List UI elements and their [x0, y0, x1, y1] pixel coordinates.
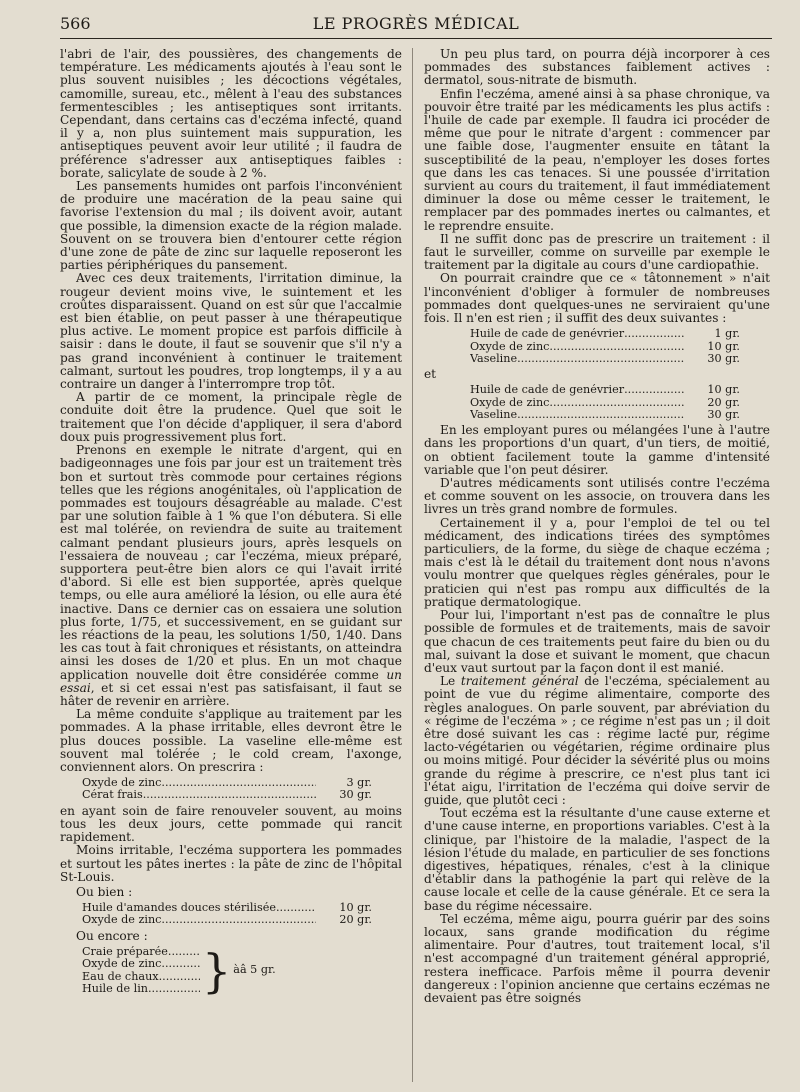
ingredient-quantity: 30 gr.	[707, 408, 740, 421]
ingredient-quantity: àâ 5 gr.	[233, 963, 276, 977]
formula-row	[470, 409, 740, 421]
right-column	[424, 48, 770, 1086]
page-number: 566	[60, 14, 91, 33]
ingredient-quantity: 10 gr.	[707, 340, 740, 353]
paragraph: Enfin l'eczéma, amené ainsi à sa phase chronique, va pouvoir être traité par les médicaments les plus actifs : l'huile de cade par exemple. Il faudra ici procéder de même que pour le nitrate d'argent : commencer par une faible dose, l'augmenter ensuite en tâtant la susceptibilité de la peau, n'employer les doses fortes que dans les cas tenaces. Si une poussée d'irritation survient au cours du traitement, il faut immédiatement diminuer la dose ou même cesser le traitement, le remplacer par des pommades inertes ou calmantes, et le reprendre ensuite.	[424, 86, 770, 233]
formula-row	[82, 983, 200, 995]
ingredient-quantity: 20 gr.	[339, 914, 372, 927]
formula-row	[82, 971, 200, 983]
ingredient-quantity: 3 gr.	[346, 777, 372, 790]
paragraph: A partir de ce moment, la principale règle de conduite doit être la prudence. Quel que soit le traitement que l'on décide d'appliquer, il sera d'abord doux puis progressivement plus fort.	[60, 390, 402, 444]
text-run: de l'eczéma, spécialement au point de vue du régime alimentaire, comporte des règles analogues. On parle souvent, par abréviation du « régime de l'eczéma » ; ce régime n'est pas un ; il doit être dosé suivant les cas : régime lacté pur, régime lacto-végétarien ou végétarien, régime ordinaire plus ou moins mitigé. Pour décider la sévérité plus ou moins grande du régime à prescrire, ce n'est plus tant ici l'état aigu, l'irritation de l'eczéma qui doive servir de guide, que plutôt ceci :	[424, 674, 770, 807]
page-header	[60, 12, 772, 39]
ingredient-quantity: 20 gr.	[707, 396, 740, 409]
ingredient-name: Huile de cade de genévrier	[470, 384, 625, 397]
paragraph: D'autres médicaments sont utilisés contre l'eczéma et comme souvent on les associe, on trouvera dans les livres un très grand nombre de formules.	[424, 476, 770, 517]
ingredient-list	[82, 946, 200, 995]
ingredient-name: Cérat frais	[82, 789, 143, 802]
ingredient-name: Oxyde de zinc	[470, 340, 550, 353]
formula-row	[82, 902, 372, 914]
ingredient-name: Huile d'amandes douces stérilisée	[82, 902, 276, 915]
ingredient-name: Oxyde de zinc	[82, 958, 162, 971]
paragraph	[60, 444, 402, 708]
formula-row	[470, 341, 740, 353]
text-run: Prenons en exemple le nitrate d'argent, qui en badigeonnages une fois par jour est un traitement très bon et surtout très commode pour certaines régions telles que les régions anogénitales, où l'application de pommades est toujours désagréable au malade. C'est par une solution faible à 1 % que l'on débutera. Si elle est mal tolérée, on reviendra de suite au traitement calmant pendant plusieurs jours, après lesquels on l'essaiera de nouveau ; car l'eczéma, mieux préparé, supportera peut-être bien alors ce qui l'avait irrité d'abord. Si elle est bien supportée, après quelque temps, ou elle aura amélioré la lésion, ou elle aura été inactive. Dans ce dernier cas on essaiera une solution plus forte, 1/75, et successivement, en se guidant sur les réactions de la peau, les solutions 1/50, 1/40. Dans les cas tout à fait chroniques et résistants, on atteindra ainsi les doses de 1/20 et plus. En un mot chaque application nouvelle doit être considérée comme	[60, 443, 402, 682]
formula-row	[470, 353, 740, 365]
italic-text: un essai	[60, 667, 402, 695]
column-divider	[412, 48, 413, 1082]
text-run: , et si cet essai n'est pas satisfaisant, il faut se hâter de revenir en arrière.	[60, 680, 402, 708]
ingredient-quantity: 10 gr.	[339, 902, 372, 915]
prescription-formula	[82, 777, 372, 802]
left-column	[60, 48, 402, 1086]
paragraph: Un peu plus tard, on pourra déjà incorporer à ces pommades des substances faiblement actives : dermatol, sous-nitrate de bismuth.	[424, 48, 770, 88]
formula-row	[82, 958, 200, 970]
ingredient-name: Vaseline	[470, 408, 518, 421]
ingredient-name: Oxyde de zinc	[82, 914, 162, 927]
paragraph: Tel eczéma, même aigu, pourra guérir par des soins locaux, sans grande modification du régime alimentaire. Pour d'autres, tout traitement local, s'il n'est accompagné d'un traitement général approprié, restera inefficace. Parfois même il pourra devenir dangereux : l'opinion ancienne que certains eczémas ne devaient pas être soignés	[424, 911, 770, 1005]
paragraph: On pourrait craindre que ce « tâtonnement » n'ait l'inconvénient d'obliger à formuler de nombreuses pommades dont quelques-unes ne serviraient qu'une fois. Il n'en est rien ; il suffit des deux suivantes :	[424, 271, 770, 326]
prescription-formula	[470, 328, 740, 365]
formula-row	[82, 789, 372, 801]
ingredient-name: Oxyde de zinc	[470, 396, 550, 409]
formula-label: Ou encore :	[76, 928, 148, 943]
ingredient-name: Vaseline	[470, 352, 518, 365]
text-run: Le	[440, 674, 461, 689]
paragraph: Moins irritable, l'eczéma supportera les pommades et surtout les pâtes inertes : la pâte de zinc de l'hôpital St-Louis.	[60, 843, 402, 884]
formula-row	[82, 914, 372, 926]
ingredient-name: Craie préparée	[82, 945, 168, 958]
ingredient-quantity: 30 gr.	[707, 352, 740, 365]
formula-label: Ou bien :	[76, 884, 133, 899]
paragraph: en ayant soin de faire renouveler souvent, au moins tous les deux jours, cette pommade qui rancit rapidement.	[60, 803, 402, 845]
formula-row	[82, 946, 200, 958]
prescription-formula-grouped	[82, 943, 402, 998]
paragraph	[424, 675, 770, 807]
formula-row	[470, 328, 740, 340]
brace-glyph: }	[202, 943, 232, 998]
paragraph: Certainement il y a, pour l'emploi de tel ou tel médicament, des indications tirées des symptômes particuliers, de la forme, du siège de chaque eczéma ; mais c'est là le détail du traitement dont nous n'avons voulu montrer que quelques règles générales, pour le praticien qui n'est pas rompu aux difficultés de la pratique dermatologique.	[424, 515, 770, 609]
conjunction: et	[424, 367, 437, 382]
italic-text: traitement général	[460, 674, 579, 689]
paragraph: Pour lui, l'important n'est pas de connaître le plus possible de formules et de traitements, mais de savoir que chacun de ces traitements peut faire du bien ou du mal, suivant la dose et suivant le moment, que chacun d'eux vaut surtout par la façon dont il est manié.	[424, 608, 770, 675]
paragraph: Avec ces deux traitements, l'irritation diminue, la rougeur devient moins vive, le suintement et les croûtes disparaissent. Quand on est sûr que l'accalmie est bien établie, on peut passer à une thérapeutique plus active. Le moment propice est parfois difficile à saisir : dans le doute, il faut se souvenir que s'il n'y a pas grand inconvénient à continuer le traitement calmant, surtout les poudres, trop longtemps, il y a au contraire un danger à l'interrompre trop tôt.	[60, 271, 402, 392]
paragraph: Tout eczéma est la résultante d'une cause externe et d'une cause interne, en proportions variables. C'est à la clinique, par l'histoire de la maladie, l'aspect de la lésion l'étude du malade, en particulier de ses fonctions digestives, hépatiques, rénales, c'est à la clinique d'établir dans la pathogénie la part qui relève de la cause locale et celle de la cause générale. Et ce sera la base du régime nécessaire.	[424, 806, 770, 913]
ingredient-name: Oxyde de zinc	[82, 777, 162, 790]
ingredient-quantity: 30 gr.	[339, 789, 372, 802]
formula-row	[82, 777, 372, 789]
formula-row	[470, 397, 740, 409]
paragraph: La même conduite s'applique au traitement par les pommades. A la phase irritable, elles devront être le plus douces possible. La vaseline elle-même est souvent mal tolérée ; le cold cream, l'axonge, conviennent alors. On prescrira :	[60, 707, 402, 774]
prescription-formula	[470, 384, 740, 421]
ingredient-name: Huile de cade de genévrier	[470, 328, 625, 341]
ingredient-quantity: 10 gr.	[707, 384, 740, 397]
prescription-formula	[82, 902, 372, 927]
journal-title: LE PROGRÈS MÉDICAL	[312, 14, 520, 33]
paragraph: Il ne suffit donc pas de prescrire un traitement : il faut le surveiller, comme on surveille par exemple le traitement par la digitale au cours d'une cardiopathie.	[424, 231, 770, 273]
paragraph: En les employant pures ou mélangées l'une à l'autre dans les proportions d'un quart, d'un tiers, de moitié, on obtient facilement toute la gamme d'intensité variable que l'on peut désirer.	[424, 423, 770, 477]
ingredient-name: Huile de lin	[82, 982, 148, 995]
paragraph: Les pansements humides ont parfois l'inconvénient de produire une macération de la peau saine qui favorise l'extension du mal ; ils doivent avoir, autant que possible, la dimension exacte de la région malade. Souvent on se trouvera bien d'entourer cette région d'une zone de pâte de zinc sur laquelle reposeront les parties périphériques du pansement.	[60, 179, 402, 273]
ingredient-name: Eau de chaux	[82, 970, 159, 983]
paragraph: l'abri de l'air, des poussières, des changements de température. Les médicaments ajoutés à l'eau sont le plus souvent nuisibles ; les décoctions végétales, camomille, sureau, etc., mêlent à l'eau des substances fermentescibles ; les antiseptiques sont irritants. Cependant, dans certains cas d'eczéma infecté, quand il y a, non plus suintement mais suppuration, les antiseptiques peuvent avoir leur utilité ; il faudra de préférence s'adresser aux antiseptiques faibles : borate, salicylate de soude à 2 %.	[60, 48, 402, 180]
ingredient-quantity: 1 gr.	[714, 328, 740, 341]
formula-row	[470, 384, 740, 396]
